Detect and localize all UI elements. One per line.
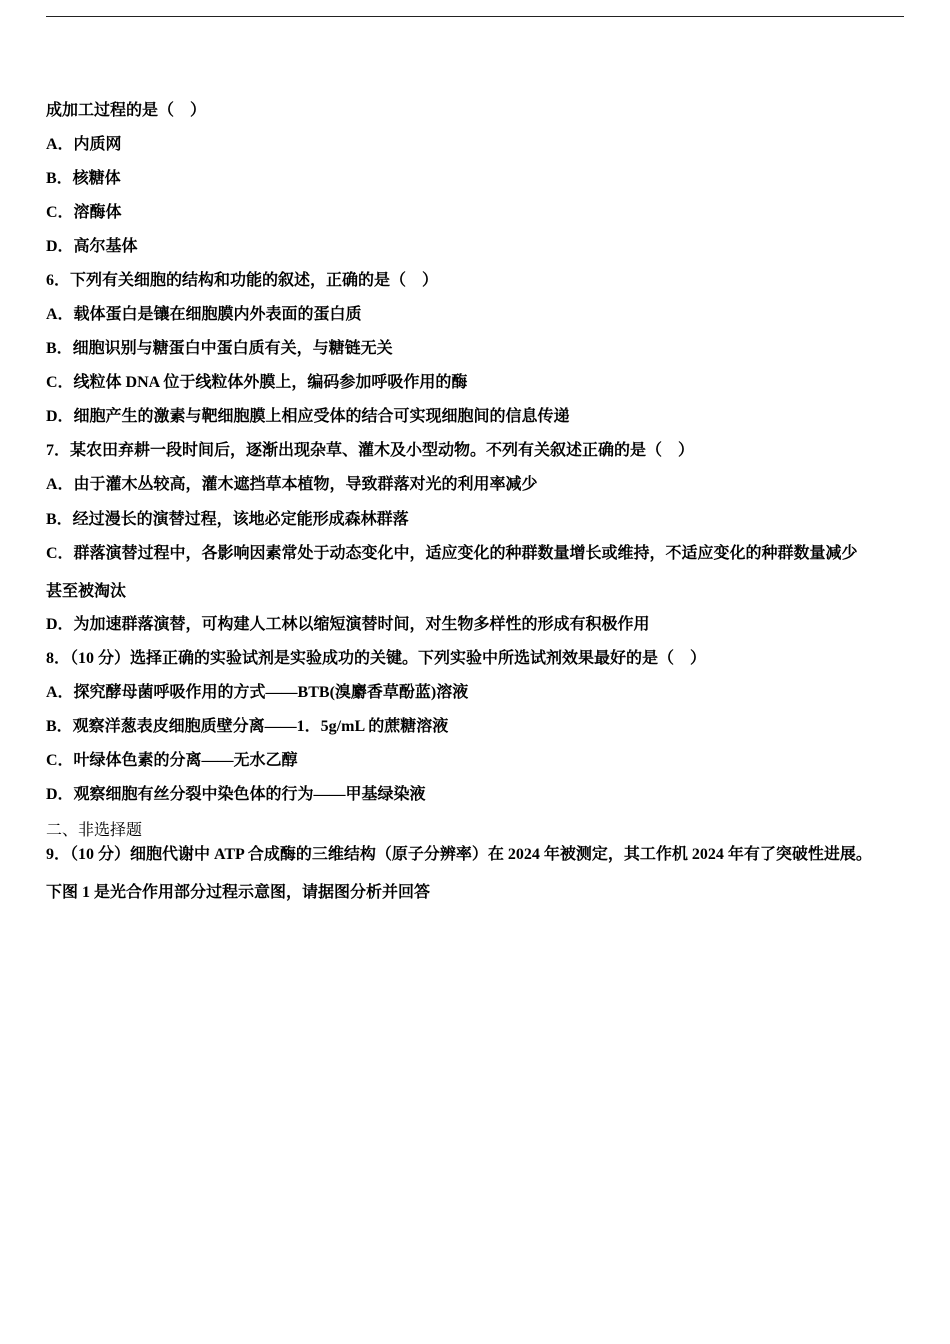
option-6c: C．线粒体 DNA 位于线粒体外膜上，编码参加呼吸作用的酶 xyxy=(46,374,468,391)
option-8d: D．观察细胞有丝分裂中染色体的行为——甲基绿染液 xyxy=(46,786,426,803)
question-8: 8．（10 分）选择正确的实验试剂是实验成功的关键。下列实验中所选试剂效果最好的是（ ） xyxy=(46,650,707,667)
option-6d: D．细胞产生的激素与靶细胞膜上相应受体的结合可实现细胞间的信息传递 xyxy=(46,408,570,425)
option-8b: B．观察洋葱表皮细胞质壁分离——1．5g/mL 的蔗糖溶液 xyxy=(46,718,449,735)
option-5b: B．核糖体 xyxy=(46,170,121,187)
option-5a: A．内质网 xyxy=(46,136,122,153)
option-8a: A．探究酵母菌呼吸作用的方式——BTB(溴麝香草酚蓝)溶液 xyxy=(46,684,469,701)
question-5-continuation: 成加工过程的是（ ） xyxy=(46,102,207,119)
option-7c-continuation: 甚至被淘汰 xyxy=(46,583,127,600)
option-6a: A．载体蛋白是镶在细胞膜内外表面的蛋白质 xyxy=(46,306,362,323)
option-7d: D．为加速群落演替，可构建人工林以缩短演替时间，对生物多样性的形成有积极作用 xyxy=(46,616,650,633)
option-8c: C．叶绿体色素的分离——无水乙醇 xyxy=(46,752,298,769)
question-9-continuation: 下图 1 是光合作用部分过程示意图，请据图分析并回答 xyxy=(46,884,431,901)
section-heading-non-choice: 二、非选择题 xyxy=(46,822,143,839)
question-6: 6．下列有关细胞的结构和功能的叙述，正确的是（ ） xyxy=(46,272,439,289)
option-5c: C．溶酶体 xyxy=(46,204,122,221)
question-7: 7．某农田弃耕一段时间后，逐渐出现杂草、灌木及小型动物。不列有关叙述正确的是（ ） xyxy=(46,442,695,459)
option-7b: B．经过漫长的演替过程，该地必定能形成森林群落 xyxy=(46,511,409,528)
question-9: 9．（10 分）细胞代谢中 ATP 合成酶的三维结构（原子分辨率）在 2024 年被测定，其工作机 2024 年有了突破性进展。 xyxy=(46,846,872,863)
option-7c: C．群落演替过程中，各影响因素常处于动态变化中，适应变化的种群数量增长或维持，不适应变化的种群数量减少 xyxy=(46,545,858,562)
option-7a: A．由于灌木丛较高，灌木遮挡草本植物，导致群落对光的利用率减少 xyxy=(46,476,538,493)
header-rule xyxy=(46,16,904,17)
option-6b: B．细胞识别与糖蛋白中蛋白质有关，与糖链无关 xyxy=(46,340,393,357)
option-5d: D．高尔基体 xyxy=(46,238,138,255)
